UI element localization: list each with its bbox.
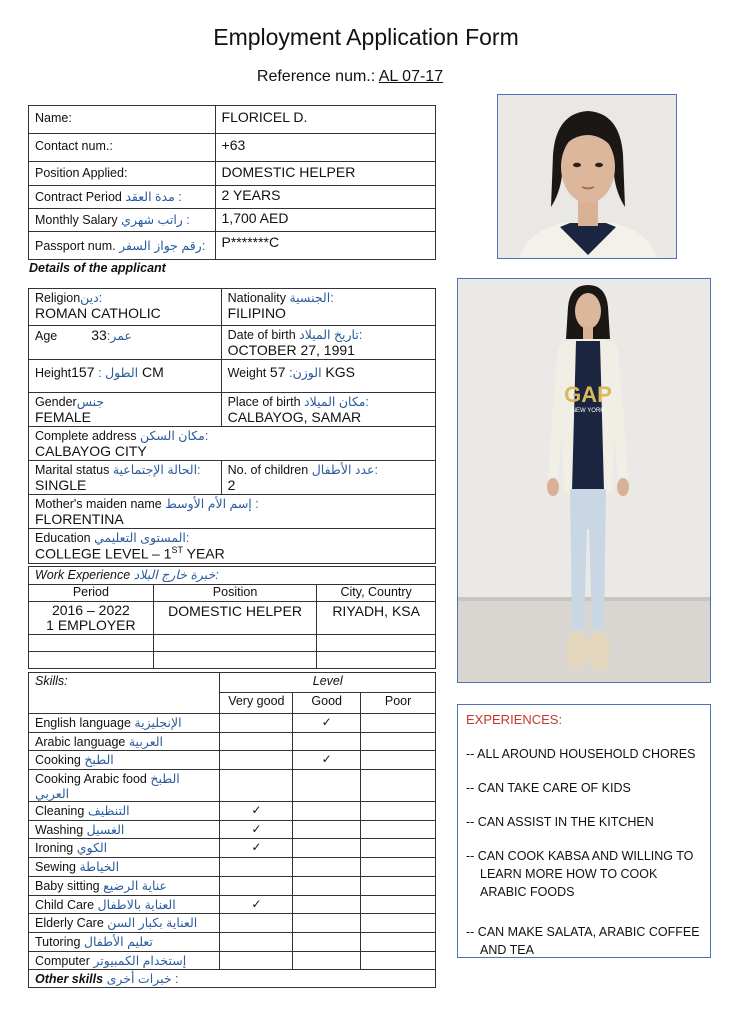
level-good: Good (293, 693, 361, 714)
skill-level-cell (293, 802, 361, 821)
skill-level-cell (361, 802, 436, 821)
skill-level-cell (293, 951, 361, 970)
skill-name: Cooking الطبخ (29, 751, 220, 770)
details-caption: Details of the applicant (29, 261, 166, 275)
marital-cell: Marital status الحالة الإجتماعية: SINGLE (29, 461, 222, 495)
skill-level-cell (220, 714, 293, 733)
marital-value: SINGLE (35, 477, 87, 493)
contract-period-value: 2 YEARS (215, 186, 435, 209)
skill-level-cell (361, 770, 436, 802)
table-row (29, 820, 436, 839)
skill-level-cell (293, 914, 361, 933)
education-value: COLLEGE LEVEL – 1ST YEAR (35, 545, 225, 562)
skill-level-cell (361, 876, 436, 895)
headshot-illustration (498, 95, 677, 259)
skill-level-cell (220, 858, 293, 877)
weight-cell: Weight الوزن: 57 KGS (221, 360, 435, 393)
level-poor: Poor (361, 693, 436, 714)
gender-value: FEMALE (35, 409, 92, 425)
skill-level-cell (220, 932, 293, 951)
check-icon: ✓ (251, 821, 262, 836)
page-title: Employment Application Form (213, 24, 519, 50)
table-row (29, 751, 436, 770)
table-row (29, 635, 436, 652)
table-row (29, 914, 436, 933)
position-applied-value: DOMESTIC HELPER (215, 162, 435, 186)
check-icon: ✓ (251, 840, 262, 855)
position-applied-label: Position Applied: (29, 162, 216, 186)
skill-level-cell (220, 751, 293, 770)
skill-name: Cleaning التنظيف (29, 802, 220, 821)
skill-name: English language الإنجليزية (29, 714, 220, 733)
skill-name: Arabic language العربية (29, 732, 220, 751)
work-position-cell: DOMESTIC HELPER (153, 602, 317, 635)
skill-level-cell (361, 951, 436, 970)
skill-level-cell (293, 876, 361, 895)
skill-level-cell (361, 914, 436, 933)
nationality-cell: Nationality الجنسية: FILIPINO (221, 289, 435, 326)
skill-level-cell (361, 839, 436, 858)
passport-label: Passport num. رقم جواز السفر: (29, 232, 216, 260)
mother-value: FLORENTINA (35, 511, 124, 527)
name-value: FLORICEL D. (215, 106, 435, 134)
skill-name: Washing الغسيل (29, 820, 220, 839)
check-icon: ✓ (251, 896, 262, 911)
contract-period-label: Contract Period مدة العقد : (29, 186, 216, 209)
experiences-box (457, 704, 711, 958)
full-body-photo (457, 278, 711, 683)
monthly-salary-label: Monthly Salary راتب شهري : (29, 209, 216, 232)
skill-level-cell (220, 839, 293, 858)
height-cell: Height الطول : 157 CM (29, 360, 222, 393)
reference-value: AL 07-17 (378, 68, 444, 85)
table-row (29, 602, 436, 635)
religion-value: ROMAN CATHOLIC (35, 305, 161, 321)
table-row (29, 714, 436, 733)
skill-level-cell (293, 895, 361, 914)
dob-cell: Date of birth تاريخ الميلاد: OCTOBER 27, 1991 (221, 326, 435, 360)
skill-name: Tutoring تعليم الأطفال (29, 932, 220, 951)
skill-level-cell (220, 951, 293, 970)
work-experience-table (28, 566, 436, 669)
skill-name: Elderly Care العناية بكبار السن (29, 914, 220, 933)
skills-level-label: Level (220, 673, 436, 693)
shirt-logo-subtext: NEW YORK (571, 408, 605, 414)
skill-name: Child Care العناية بالاطفال (29, 895, 220, 914)
skill-name: Sewing الخياطة (29, 858, 220, 877)
skill-level-cell (293, 820, 361, 839)
skill-level-cell (220, 876, 293, 895)
skill-level-cell (293, 858, 361, 877)
skill-level-cell (293, 932, 361, 951)
full-body-illustration (458, 279, 711, 683)
work-header-position: Position (153, 585, 317, 602)
table-row (29, 951, 436, 970)
height-value: 157 CM (71, 364, 164, 380)
religion-cell: Religionدين: ROMAN CATHOLIC (29, 289, 222, 326)
skill-name: Ironing الكوي (29, 839, 220, 858)
table-row (29, 652, 436, 669)
skill-level-cell (293, 770, 361, 802)
work-city-cell: RIYADH, KSA (317, 602, 436, 635)
skill-level-cell (220, 802, 293, 821)
age-value: 33 (91, 327, 107, 343)
age-cell: Age عمر:33 (29, 326, 222, 360)
skill-level-cell (361, 714, 436, 733)
skill-level-cell (293, 714, 361, 733)
skill-name: Cooking Arabic food الطبخ العربي (29, 770, 220, 802)
table-row (29, 858, 436, 877)
skill-level-cell (220, 770, 293, 802)
work-caption: Work Experience خبرة خارج البلاد: (29, 567, 436, 585)
skill-name: Computer إستخدام الكمبيوتر (29, 951, 220, 970)
level-very-good: Very good (220, 693, 293, 714)
skill-level-cell (361, 858, 436, 877)
check-icon: ✓ (321, 715, 332, 729)
skill-level-cell (293, 839, 361, 858)
skill-level-cell (361, 751, 436, 770)
headshot-photo (497, 94, 677, 259)
address-cell: Complete address مكان السكن: CALBAYOG CITY (29, 427, 436, 461)
table-row (29, 732, 436, 751)
mother-cell: Mother's maiden name إسم الأم الأوسط : FLORENTINA (29, 495, 436, 529)
skill-level-cell (220, 914, 293, 933)
pob-value: CALBAYOG, SAMAR (227, 409, 362, 425)
contact-label: Contact num.: (29, 134, 216, 162)
top-info-table (28, 105, 436, 260)
reference-line (0, 68, 700, 86)
skill-level-cell (220, 895, 293, 914)
skill-level-cell (220, 732, 293, 751)
work-header-city: City, Country (317, 585, 436, 602)
table-row (29, 932, 436, 951)
table-row (29, 876, 436, 895)
experience-item: -- CAN TAKE CARE OF KIDS (466, 781, 631, 795)
contact-value: +63 (215, 134, 435, 162)
experience-item: -- ALL AROUND HOUSEHOLD CHORES (466, 747, 696, 761)
skills-table (28, 672, 436, 988)
table-row (29, 839, 436, 858)
experience-item: -- CAN MAKE SALATA, ARABIC COFFEE AND TEA (466, 925, 700, 957)
work-header-period: Period (29, 585, 154, 602)
table-row (29, 895, 436, 914)
name-label: Name: (29, 106, 216, 134)
skills-caption: Skills: (29, 673, 220, 714)
skill-level-cell (293, 732, 361, 751)
work-period-cell: 2016 – 2022 1 EMPLOYER (29, 602, 154, 635)
children-cell: No. of children عدد الأطفال: 2 (221, 461, 435, 495)
table-row (29, 770, 436, 802)
education-cell: Education المستوى التعليمي: COLLEGE LEVEL – 1ST YEAR (29, 529, 436, 564)
check-icon: ✓ (251, 803, 262, 818)
reference-label: Reference num.: (256, 68, 376, 85)
children-value: 2 (227, 477, 236, 493)
experience-item: -- CAN ASSIST IN THE KITCHEN (466, 815, 654, 829)
skill-level-cell (361, 820, 436, 839)
shirt-logo-text: GAP (564, 382, 612, 407)
other-skills-cell: Other skills خبرات أخرى : (29, 970, 436, 988)
skill-level-cell (361, 932, 436, 951)
skill-level-cell (361, 895, 436, 914)
experience-item: -- CAN COOK KABSA AND WILLING TO LEARN MORE HOW TO COOK ARABIC FOODS (466, 849, 694, 899)
table-row (29, 802, 436, 821)
pob-cell: Place of birth مكان الميلاد: CALBAYOG, SAMAR (221, 393, 435, 427)
skill-level-cell (293, 751, 361, 770)
skill-level-cell (220, 820, 293, 839)
weight-value: 57 KGS (269, 364, 356, 380)
check-icon: ✓ (321, 752, 332, 767)
passport-value: P*******C (215, 232, 435, 260)
skill-level-cell (361, 732, 436, 751)
details-table (28, 288, 436, 564)
experiences-title: EXPERIENCES: (466, 712, 563, 727)
dob-value: OCTOBER 27, 1991 (227, 342, 355, 358)
gender-cell: Genderجنس FEMALE (29, 393, 222, 427)
skill-name: Baby sitting عناية الرضيع (29, 876, 220, 895)
nationality-value: FILIPINO (227, 305, 286, 321)
monthly-salary-value: 1,700 AED (215, 209, 435, 232)
address-value: CALBAYOG CITY (35, 443, 147, 459)
